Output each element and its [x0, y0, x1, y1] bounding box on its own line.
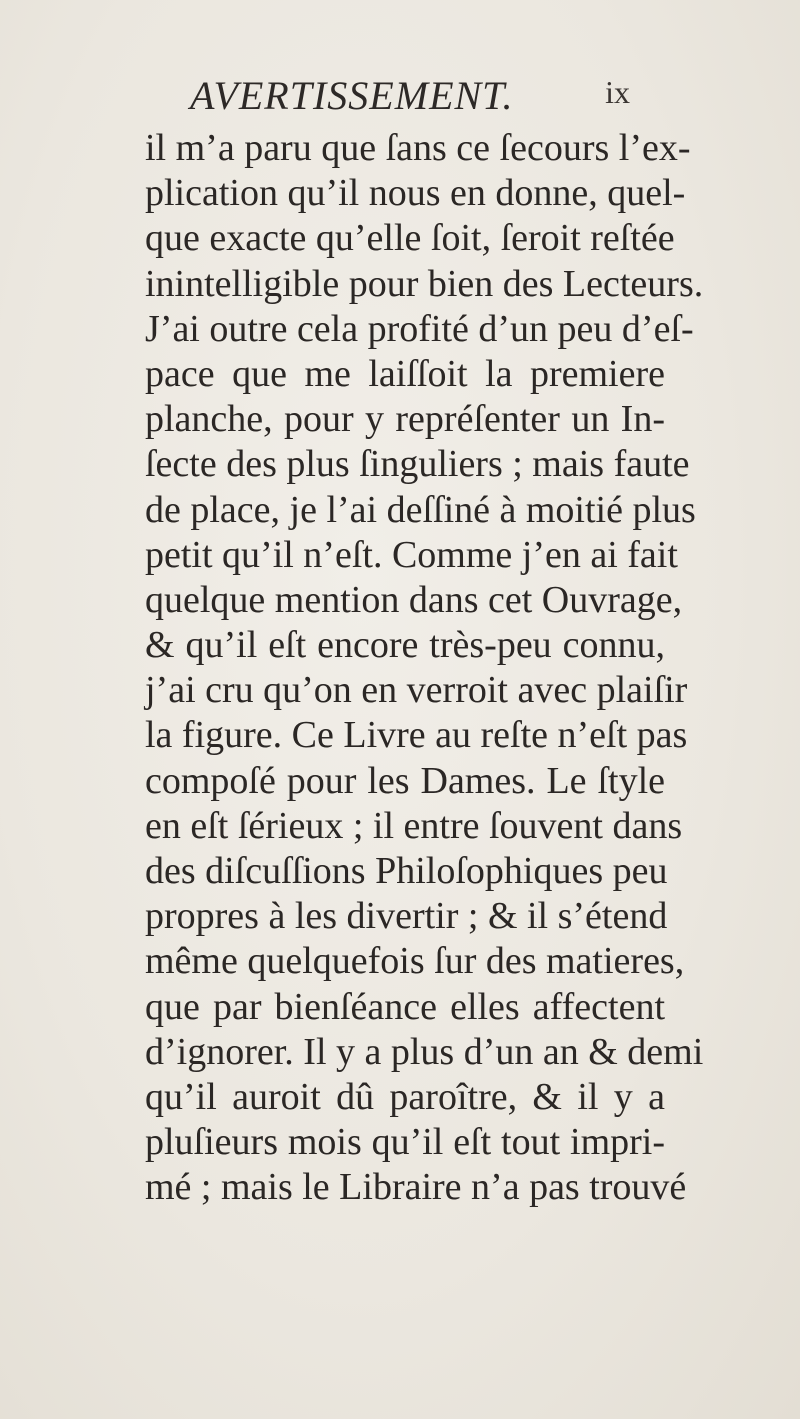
text-line: que exacte qu’elle ſoit, ſeroit reſtée	[145, 217, 675, 260]
text-line: compoſé pour les Dames. Le ſtyle	[145, 759, 665, 802]
text-line: pace que me laiſſoit la premiere	[145, 352, 665, 395]
text-line: inintelligible pour bien des Lecteurs.	[145, 262, 704, 305]
text-line: pluſieurs mois qu’il eſt tout impri-	[145, 1121, 665, 1164]
text-line: petit qu’il n’eſt. Comme j’en ai fait	[145, 533, 678, 576]
text-line: que par bienſéance elles affectent	[145, 985, 665, 1028]
text-line: mé ; mais le Libraire n’a pas trouvé	[145, 1166, 687, 1209]
text-line: ſecte des plus ſinguliers ; mais faute	[145, 443, 690, 486]
page-number: ix	[605, 74, 630, 110]
body-text	[145, 126, 704, 1211]
text-line: plication qu’il nous en donne, quel-	[145, 172, 686, 215]
text-line: des diſcuſſions Philoſophiques peu	[145, 850, 668, 892]
text-line: j’ai cru qu’on en verroit avec plaiſir	[145, 669, 688, 712]
text-line: la figure. Ce Livre au reſte n’eſt pas	[145, 714, 688, 757]
running-title: AVERTISSEMENT.	[190, 73, 514, 118]
text-line: même quelquefois ſur des matieres,	[145, 940, 685, 983]
text-line: de place, je l’ai deſſiné à moitié plus	[145, 488, 696, 531]
text-line: planche, pour y repréſenter un In-	[145, 398, 665, 441]
text-line: propres à les divertir ; & il s’étend	[145, 895, 668, 938]
text-line: d’ignorer. Il y a plus d’un an & demi	[145, 1030, 704, 1073]
text-line: en eſt ſérieux ; il entre ſouvent dans	[145, 804, 683, 847]
text-line: & qu’il eſt encore très-peu connu,	[145, 624, 665, 667]
text-line: quelque mention dans cet Ouvrage,	[145, 578, 683, 621]
page-header	[190, 72, 630, 116]
text-line: il m’a paru que ſans ce ſecours l’ex-	[145, 127, 691, 169]
text-line: J’ai outre cela profité d’un peu d’eſ-	[145, 307, 694, 350]
text-line: qu’il auroit dû paroître, & il y a	[145, 1075, 665, 1118]
